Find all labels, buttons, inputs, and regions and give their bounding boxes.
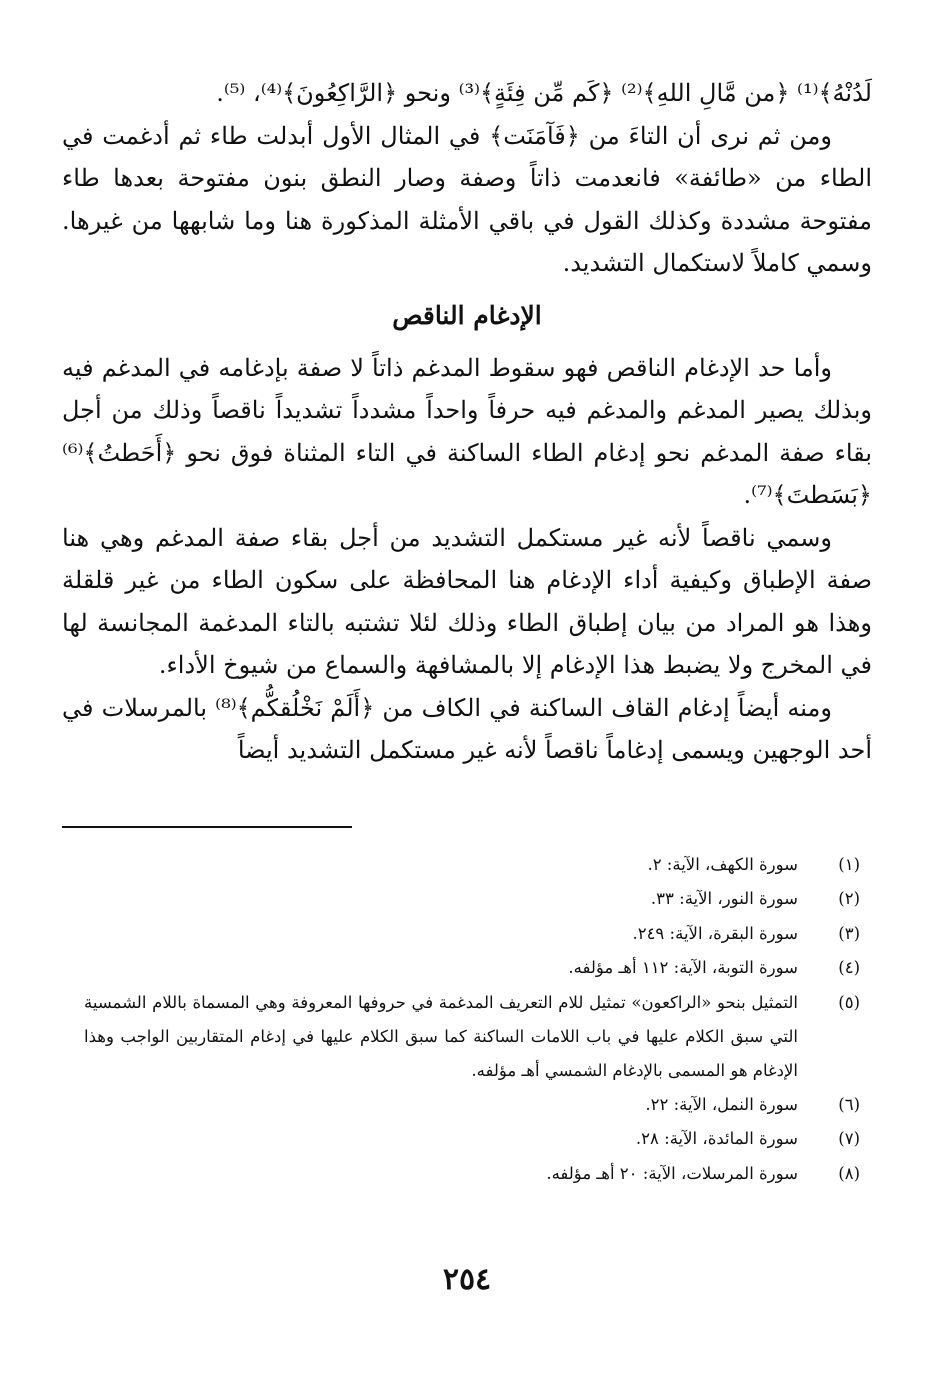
footnote <box>84 1157 860 1192</box>
paragraph: وأما حد الإدغام الناقص فهو سقوط المدغم ذاتاً لا صفة بإدغامه في المدغم فيه وبذلك يصير المدغم والمدغم فيه حرفاً واحداً مشدداً تشديداً ناقصاً وذلك من أجل بقاء صفة المدغم نحو إدغام الطاء الساكنة في التاء المثناة فوق نحو ﴿أَحَطتُ﴾⁽⁶⁾ ﴿بَسَطتَ﴾⁽⁷⁾. <box>62 353 872 509</box>
footnote-text: سورة الكهف، الآية: ٢. <box>647 854 798 874</box>
footnote <box>84 848 860 883</box>
paragraph: وسمي ناقصاً لأنه غير مستكمل التشديد من أجل بقاء صفة المدغم وهي هنا صفة الإطباق وكيفية أداء الإدغام هنا المحافظة على سكون الطاء من غير قلقلة وهذا هو المراد من بيان إطباق الطاء وذلك لئلا تشتبه بالتاء المدغمة المجانسة لها في المخرج ولا يضبط هذا الإدغام إلا بالمشافهة والسماع من شيوخ الأداء. <box>62 523 873 679</box>
paragraph-continuation: لَدُنْهُ﴾⁽¹⁾ ﴿من مَّالِ اللهِ﴾⁽²⁾ ﴿كَم مِّن فِئَةٍ﴾⁽³⁾ ونحو ﴿الرَّاكِعُونَ﴾⁽⁴⁾، ⁽⁵⁾. <box>216 79 872 107</box>
footnote <box>84 1122 860 1157</box>
footnote-text: سورة المرسلات، الآية: ٢٠ أهـ مؤلفه. <box>546 1163 798 1183</box>
paragraph: ومن ثم نرى أن التاءَ من ﴿فَآمَنَت﴾ في المثال الأول أبدلت طاء ثم أدغمت في الطاء من «طائفة» فانعدمت ذاتاً وصفة وصار النطق بنون مفتوحة بعدها طاء مفتوحة مشددة وكذلك القول في باقي الأمثلة المذكورة هنا وما شابهها من غيرها. وسمي كاملاً لاستكمال التشديد. <box>62 121 872 277</box>
footnote-separator <box>62 826 352 828</box>
page-number: ٢٥٤ <box>442 1262 492 1297</box>
footnote-text: سورة المائدة، الآية: ٢٨. <box>635 1129 798 1148</box>
footnote-number: (٢) <box>838 889 860 908</box>
paragraph: ومنه أيضاً إدغام القاف الساكنة في الكاف من ﴿أَلَمْ نَخْلُقكُّم﴾⁽⁸⁾ بالمرسلات في أحد الوجهين ويسمى إدغاماً ناقصاً لأنه غير مستكمل التشديد أيضاً <box>62 693 872 764</box>
footnote-number: (٧) <box>838 1129 860 1148</box>
footnote <box>84 986 860 1088</box>
footnote-text: سورة التوبة، الآية: ١١٢ أهـ مؤلفه. <box>568 958 798 977</box>
footnote-number: (٨) <box>838 1163 860 1183</box>
footnote-number: (١) <box>838 854 860 874</box>
footnote <box>84 1088 860 1123</box>
footnote-number: (٦) <box>838 1094 860 1114</box>
footnotes <box>84 848 860 1192</box>
section-heading: الإدغام الناقص <box>392 300 542 330</box>
footnote-number: (٤) <box>838 958 860 977</box>
footnote-text: سورة النمل، الآية: ٢٢. <box>645 1094 798 1114</box>
footnote-text: سورة النور، الآية: ٣٣. <box>650 889 798 908</box>
footnote-text: التمثيل بنحو «الراكعون» تمثيل للام التعريف المدغمة في حروفها المعروفة وهي المسماة باللام الشمسية التي سبق الكلام عليها في باب اللامات الساكنة كما سبق الكلام عليها في إدغام المتقاربين الواجب وهذا الإدغام هو المسمى بالإدغام الشمسي أهـ مؤلفه. <box>84 992 798 1080</box>
footnote-number: (٥) <box>838 992 860 1012</box>
footnote <box>84 951 860 986</box>
footnote-number: (٣) <box>838 923 860 943</box>
footnote-text: سورة البقرة، الآية: ٢٤٩. <box>632 923 798 943</box>
main-text <box>62 72 872 772</box>
footnote <box>84 917 860 952</box>
footnote <box>84 882 860 917</box>
